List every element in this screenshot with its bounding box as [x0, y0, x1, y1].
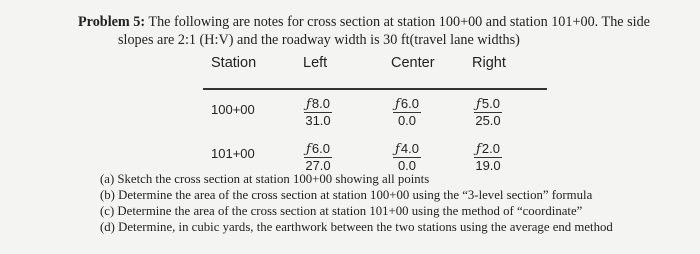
row2-center-bottom: 0.0 — [397, 158, 417, 173]
row1-center-top: ƒ 6.0 — [393, 96, 421, 113]
row2-center-top: ƒ 4.0 — [393, 141, 421, 158]
row1-left-top: ƒ 8.0 — [304, 96, 332, 113]
header-left: Left — [303, 55, 328, 71]
header-station: Station — [211, 55, 257, 71]
station-101-00: 101+00 — [211, 146, 255, 161]
problem-line1: The following are notes for cross section at station 100+00 and station 101+00. The side — [145, 14, 650, 30]
row1-left-bottom: 31.0 — [305, 113, 331, 128]
row2-left-bottom: 27.0 — [305, 158, 331, 173]
row2-right-bottom: 19.0 — [475, 158, 501, 173]
row2-right-top: ƒ 2.0 — [474, 141, 502, 158]
row1-left-cell — [296, 95, 340, 129]
row2-left-top: ƒ 6.0 — [304, 141, 332, 158]
question-b: (b) Determine the area of the cross section at station 100+00 using the “3-level section” formula — [100, 188, 593, 202]
problem-line2: slopes are 2:1 (H:V) and the roadway width is 30 ft(travel lane widths) — [118, 32, 520, 48]
question-d: (d) Determine, in cubic yards, the earthwork between the two stations using the average end method — [100, 220, 613, 234]
problem-label: Problem 5: — [78, 14, 146, 30]
problem-statement — [78, 13, 678, 32]
row2-left-cell — [296, 140, 340, 174]
header-rule — [203, 88, 547, 90]
row2-center-cell — [385, 140, 429, 174]
question-a: (a) Sketch the cross section at station 100+00 showing all points — [100, 172, 430, 186]
row1-center-bottom: 0.0 — [397, 113, 417, 128]
row1-right-top: ƒ 5.0 — [474, 96, 502, 113]
question-c: (c) Determine the area of the cross section at station 101+00 using the method of “coordinate” — [100, 204, 583, 218]
row1-right-bottom: 25.0 — [475, 113, 501, 128]
row2-right-cell — [466, 140, 510, 174]
header-right: Right — [472, 55, 506, 71]
row1-right-cell — [466, 95, 510, 129]
station-100-00: 100+00 — [211, 102, 255, 117]
row1-center-cell — [385, 95, 429, 129]
header-center: Center — [391, 55, 435, 71]
